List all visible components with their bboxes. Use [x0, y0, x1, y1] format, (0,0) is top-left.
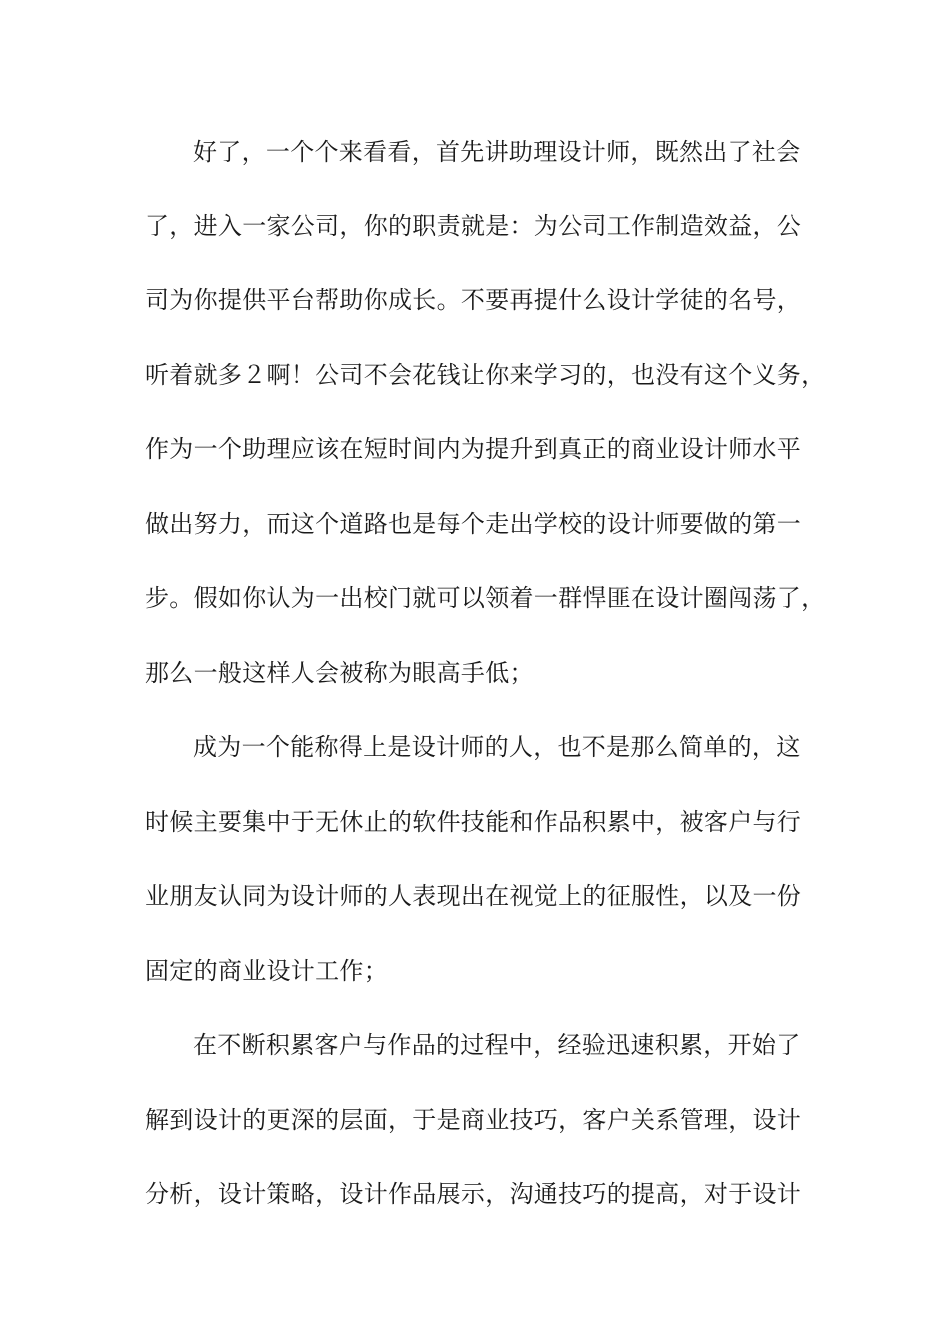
text-line: 解到设计的更深的层面，于是商业技巧，客户关系管理，设计: [145, 1106, 802, 1134]
text-line: 听着就多２啊！公司不会花钱让你来学习的，也没有这个义务，: [145, 361, 826, 389]
text-line: 成为一个能称得上是设计师的人，也不是那么简单的，这: [193, 733, 801, 761]
text-line: 步。假如你认为一出校门就可以领着一群悍匪在设计圈闯荡了，: [145, 584, 826, 612]
text-line: 好了，一个个来看看，首先讲助理设计师，既然出了社会: [193, 138, 801, 166]
text-line: 固定的商业设计工作；: [145, 957, 388, 985]
text-line: 时候主要集中于无休止的软件技能和作品积累中，被客户与行: [145, 808, 802, 836]
text-line: 在不断积累客户与作品的过程中，经验迅速积累，开始了: [193, 1031, 801, 1059]
text-line: 分析，设计策略，设计作品展示，沟通技巧的提高，对于设计: [145, 1180, 802, 1208]
text-line: 了，进入一家公司，你的职责就是：为公司工作制造效益，公: [145, 212, 802, 240]
text-line: 司为你提供平台帮助你成长。不要再提什么设计学徒的名号，: [145, 286, 802, 314]
text-line: 做出努力，而这个道路也是每个走出学校的设计师要做的第一: [145, 510, 802, 538]
text-line: 那么一般这样人会被称为眼高手低；: [145, 659, 534, 687]
text-line: 作为一个助理应该在短时间内为提升到真正的商业设计师水平: [145, 435, 802, 463]
text-line: 业朋友认同为设计师的人表现出在视觉上的征服性，以及一份: [145, 882, 802, 910]
